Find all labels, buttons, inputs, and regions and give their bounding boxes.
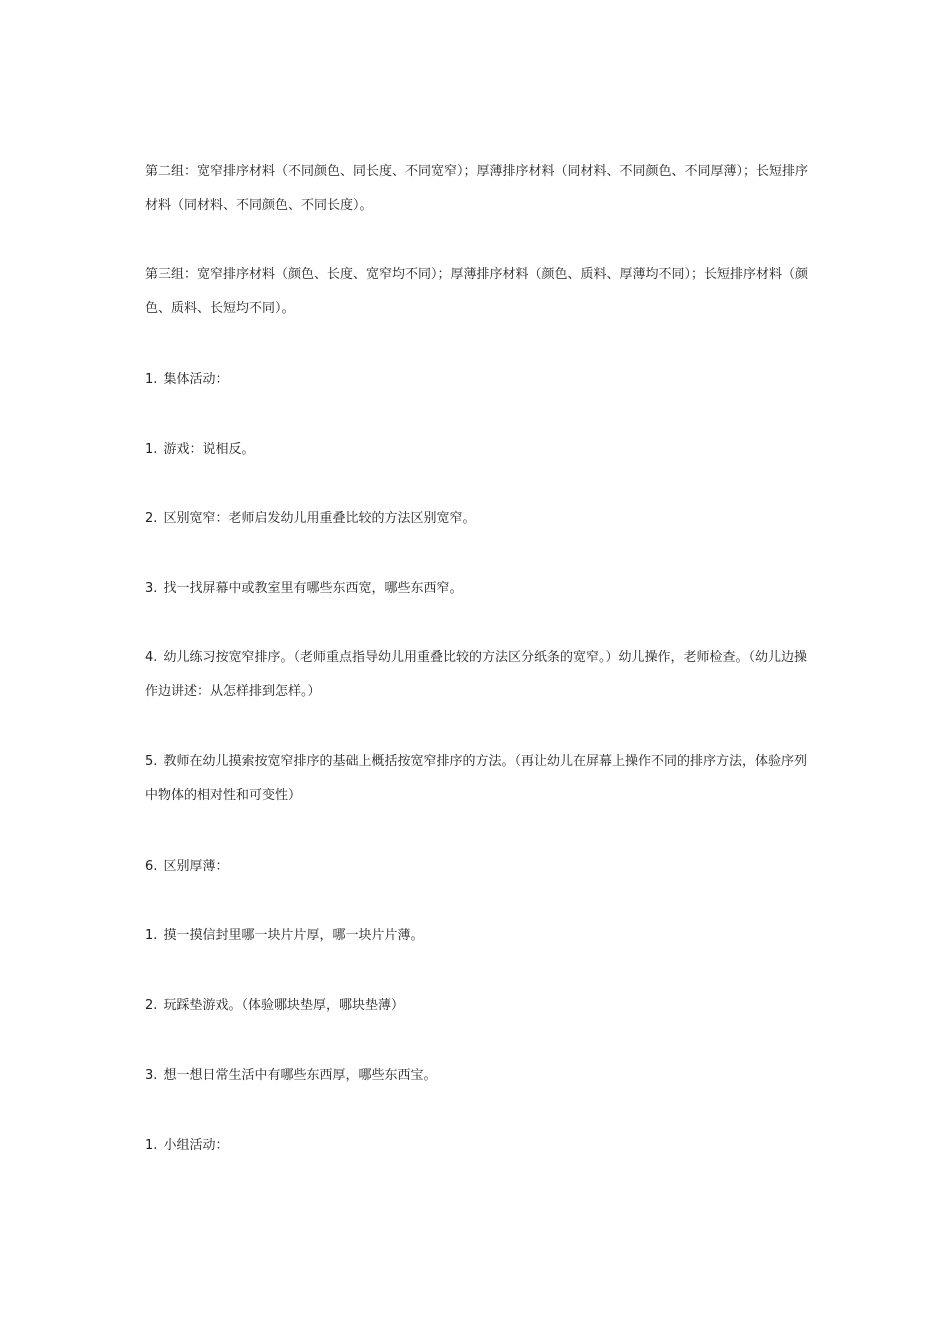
list-item-distinguish-width <box>145 502 813 536</box>
list-item-think-daily-life <box>145 1059 813 1093</box>
list-item-mat-game <box>145 989 813 1023</box>
list-number: 5. <box>145 754 158 769</box>
list-item-game <box>145 433 813 467</box>
paragraph-text: 第三组：宽窄排序材料（颜色、长度、宽窄均不同）；厚薄排序材料（颜色、质料、厚薄均不同）；长短排序材料（颜色、质料、长短均不同）。 <box>145 267 809 316</box>
list-text: 区别宽窄：老师启发幼儿用重叠比较的方法区别宽窄。 <box>163 511 476 526</box>
paragraph-group-three <box>145 258 813 326</box>
list-number: 3. <box>145 581 158 596</box>
list-text: 小组活动： <box>163 1138 229 1153</box>
list-item-distinguish-thickness <box>145 850 813 884</box>
list-number: 3. <box>145 1068 158 1083</box>
list-item-group-activity <box>145 1129 813 1163</box>
paragraph-text: 第二组：宽窄排序材料（不同颜色、同长度、不同宽窄）；厚薄排序材料（同材料、不同颜色、不同厚薄）；长短排序材料（同材料、不同颜色、不同长度）。 <box>145 164 809 213</box>
list-number: 1. <box>145 928 158 943</box>
list-item-collective-activity <box>145 363 813 397</box>
list-text: 教师在幼儿摸索按宽窄排序的基础上概括按宽窄排序的方法。（再让幼儿在屏幕上操作不同的排序方法，体验序列中物体的相对性和可变性） <box>145 754 808 803</box>
list-text: 摸一摸信封里哪一块片片厚，哪一块片片薄。 <box>163 928 424 943</box>
paragraph-group-two <box>145 155 813 223</box>
list-text: 集体活动： <box>163 372 229 387</box>
list-item-practice-sorting <box>145 641 813 709</box>
list-text: 幼儿练习按宽窄排序。（老师重点指导幼儿用重叠比较的方法区分纸条的宽窄。）幼儿操作，老师检查。（幼儿边操作边讲述：从怎样排到怎样。） <box>145 650 808 699</box>
list-number: 2. <box>145 998 158 1013</box>
list-item-summarize-method <box>145 745 813 813</box>
list-number: 6. <box>145 859 158 874</box>
list-number: 1. <box>145 1138 158 1153</box>
list-number: 4. <box>145 650 158 665</box>
list-number: 2. <box>145 511 158 526</box>
list-item-find-wide-narrow <box>145 572 813 606</box>
list-number: 1. <box>145 372 158 387</box>
list-text: 游戏：说相反。 <box>163 442 255 457</box>
list-text: 区别厚薄： <box>163 859 229 874</box>
list-text: 找一找屏幕中或教室里有哪些东西宽，哪些东西窄。 <box>163 581 463 596</box>
list-text: 玩踩垫游戏。（体验哪块垫厚，哪块垫薄） <box>163 998 405 1013</box>
list-text: 想一想日常生活中有哪些东西厚，哪些东西宝。 <box>163 1068 437 1083</box>
list-item-touch-envelope <box>145 919 813 953</box>
list-number: 1. <box>145 442 158 457</box>
